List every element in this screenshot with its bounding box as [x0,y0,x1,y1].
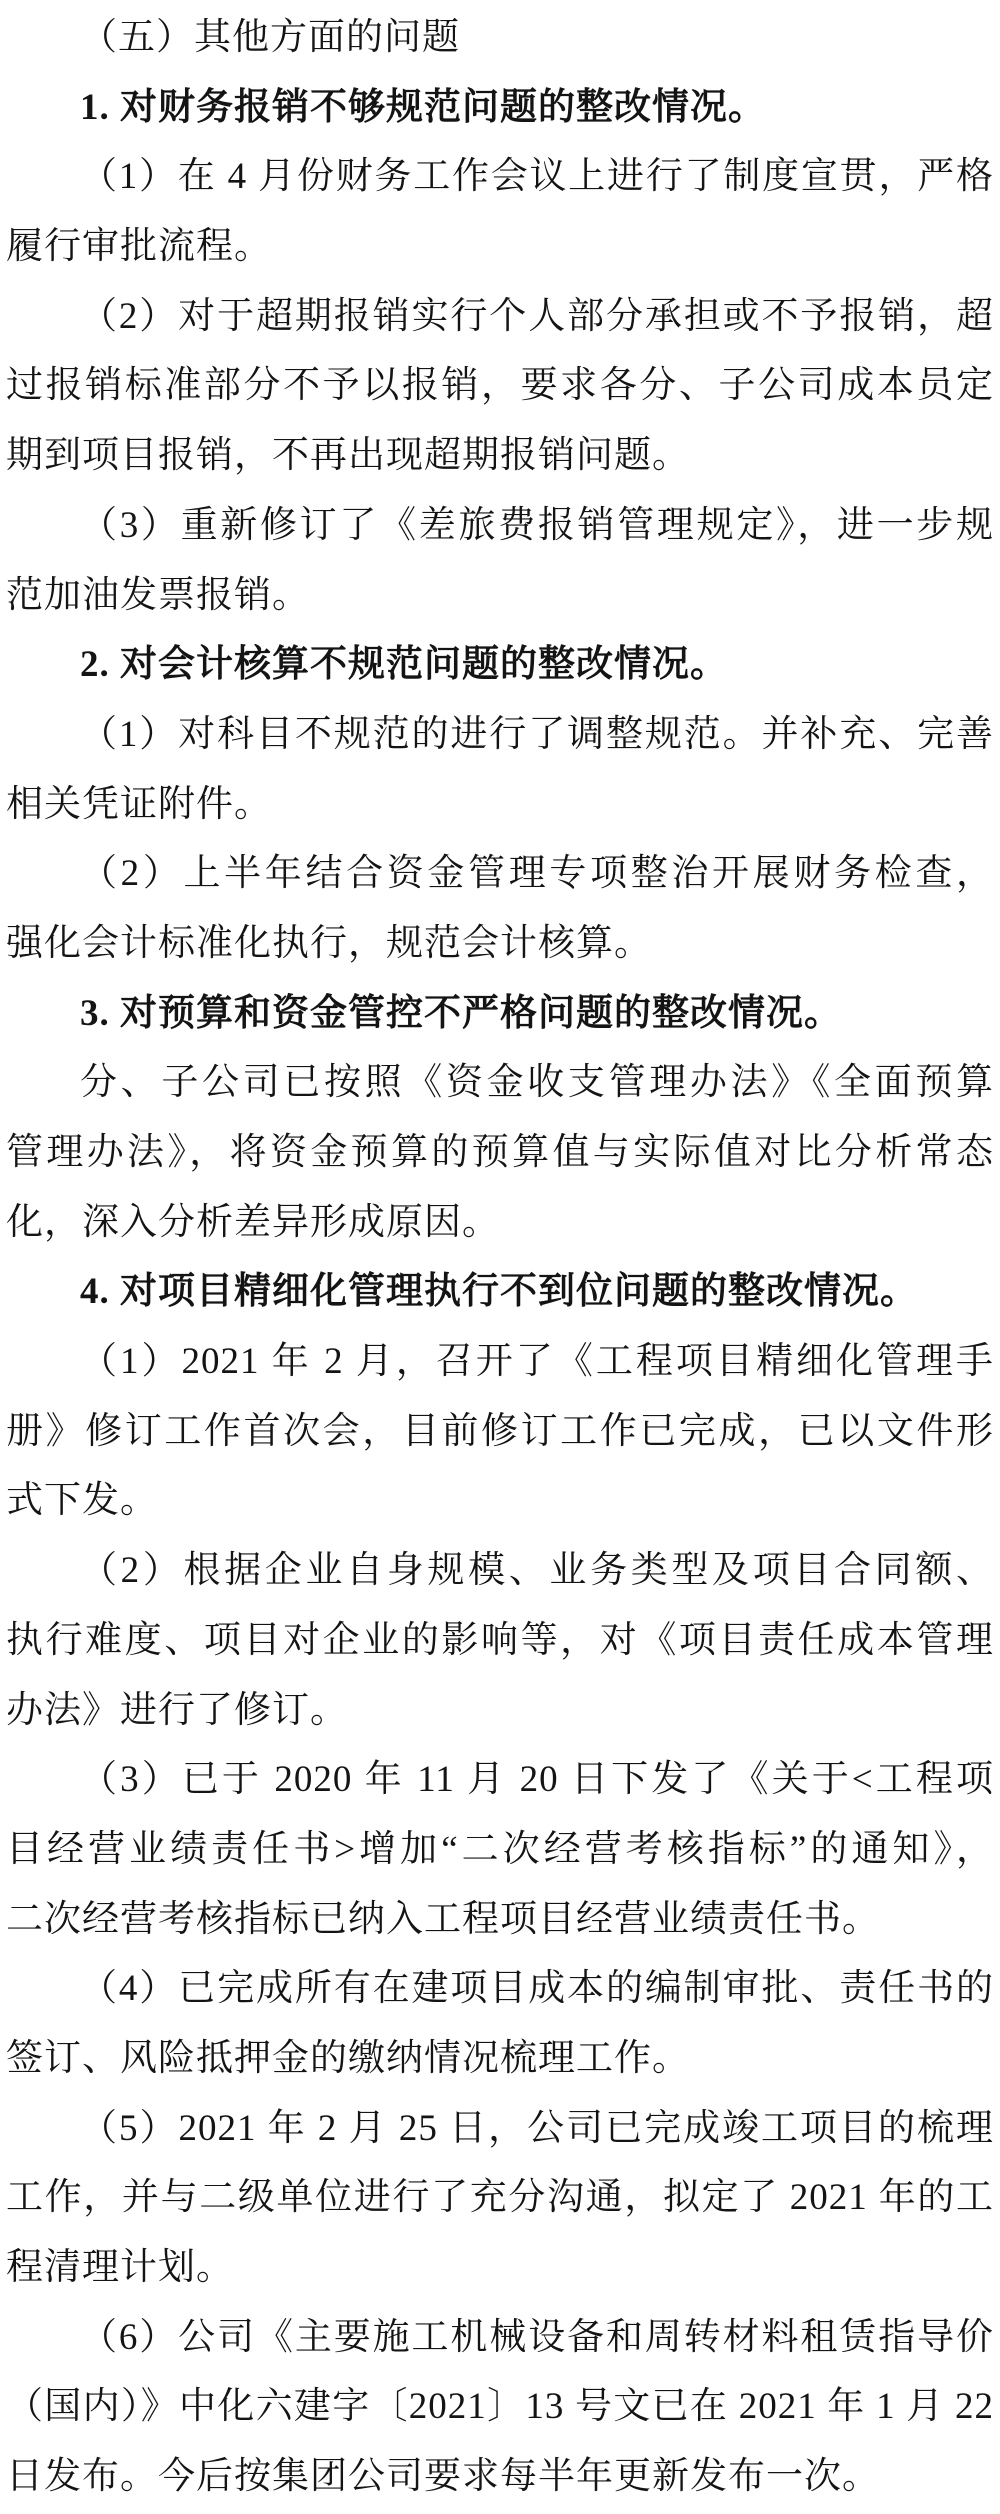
text-line: 册》修订工作首次会，目前修订工作已完成，已以文件形 [6,1410,994,1452]
text-line: （5）2021 年 2 月 25 日，公司已完成竣工项目的梳理 [80,2107,994,2149]
heading-line: 2. 对会计核算不规范问题的整改情况。 [80,644,728,686]
text-line: 强化会计标准化执行，规范会计核算。 [6,922,652,964]
text-line: （3）已于 2020 年 11 月 20 日下发了《关于<工程项 [80,1759,994,1801]
text-line: （1）2021 年 2 月，召开了《工程项目精细化管理手 [80,1341,994,1383]
text-line: （2）根据企业自身规模、业务类型及项目合同额、 [80,1550,994,1592]
text-line: （1）对科目不规范的进行了调整规范。并补充、完善 [80,713,994,755]
text-line: 目经营业绩责任书>增加“二次经营考核指标”的通知》， [6,1828,994,1870]
heading-line: 4. 对项目精细化管理执行不到位问题的整改情况。 [80,1271,918,1313]
text-line: （2）上半年结合资金管理专项整治开展财务检查， [80,853,994,895]
text-line: 签订、风险抵押金的缴纳情况梳理工作。 [6,2037,690,2079]
text-line: （4）已完成所有在建项目成本的编制审批、责任书的 [80,1968,994,2010]
text-line: 管理办法》，将资金预算的预算值与实际值对比分析常态 [6,1132,994,1173]
heading-line: 3. 对预算和资金管控不严格问题的整改情况。 [80,992,842,1034]
text-line: 执行难度、项目对企业的影响等，对《项目责任成本管理 [6,1619,994,1661]
text-line: （6）公司《主要施工机械设备和周转材料租赁指导价 [80,2316,994,2358]
text-line: 程清理计划。 [6,2247,234,2288]
text-line: 相关凭证附件。 [6,783,272,825]
text-line: （2）对于超期报销实行个人部分承担或不予报销，超 [80,295,994,337]
text-line: 化，深入分析差异形成原因。 [6,1201,500,1243]
text-line: 办法》进行了修订。 [6,1689,348,1731]
text-line: 范加油发票报销。 [6,574,310,616]
text-line: 过报销标准部分不予以报销，要求各分、子公司成本员定 [6,365,994,407]
text-line: 工作，并与二级单位进行了充分沟通，拟定了 2021 年的工 [6,2177,994,2219]
text-line: 期到项目报销，不再出现超期报销问题。 [6,435,690,477]
text-line: （1）在 4 月份财务工作会议上进行了制度宣贯，严格 [80,156,994,198]
text-line: 履行审批流程。 [6,226,272,268]
document-text-block [6,3,994,2512]
text-line: 式下发。 [6,1480,158,1522]
text-line: 二次经营考核指标已纳入工程项目经营业绩责任书。 [6,1898,880,1940]
heading-line: 1. 对财务报销不够规范问题的整改情况。 [80,86,766,128]
text-line: （国内）》中化六建字〔2021〕13 号文已在 2021 年 1 月 22 [6,2386,994,2428]
text-line: （3）重新修订了《差旅费报销管理规定》，进一步规 [80,504,994,546]
text-line: 日发布。今后按集团公司要求每半年更新发布一次。 [6,2456,880,2498]
text-line: 分、子公司已按照《资金收支管理办法》《全面预算 [80,1062,994,1104]
section-heading-line: （五）其他方面的问题 [80,17,460,58]
